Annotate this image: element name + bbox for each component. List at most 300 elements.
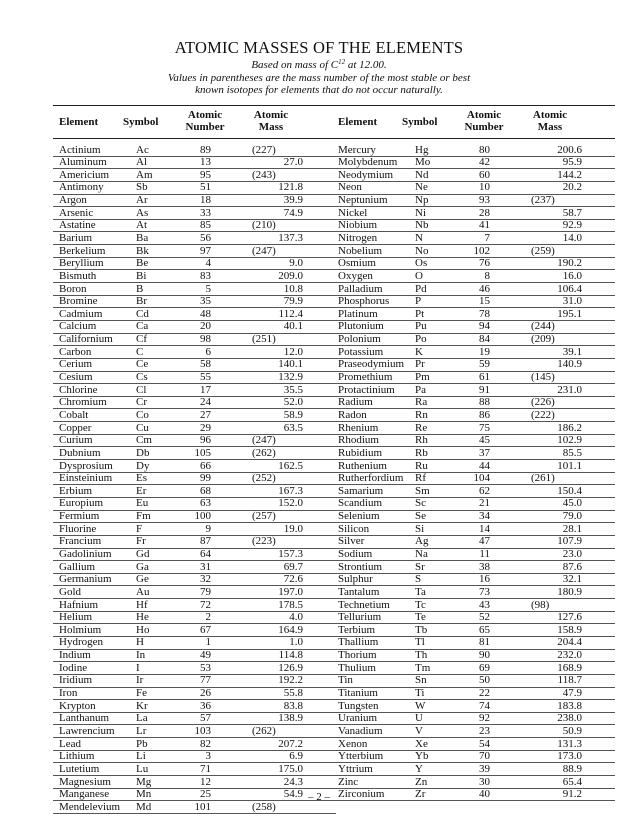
- table-row: [332, 169, 615, 182]
- atomic-mass: (258): [252, 800, 276, 813]
- header-atomic-mass: [249, 109, 293, 133]
- table-row: [332, 359, 615, 372]
- element-name: Selenium: [338, 510, 380, 523]
- table-row: [332, 422, 615, 435]
- element-symbol: Ho: [136, 623, 150, 636]
- atomic-number: 87: [200, 535, 211, 548]
- element-symbol: Eu: [136, 497, 149, 510]
- element-name: Xenon: [338, 737, 368, 750]
- atomic-number: 4: [205, 257, 211, 270]
- atomic-mass: 232.0: [557, 649, 582, 662]
- element-symbol: Es: [136, 472, 147, 485]
- atomic-mass: (227): [252, 143, 276, 156]
- atomic-number: 44: [479, 459, 490, 472]
- element-symbol: Tl: [415, 636, 425, 649]
- table-row: [53, 232, 336, 245]
- table-row: [53, 713, 336, 726]
- atomic-number: 92: [479, 712, 490, 725]
- element-name: Samarium: [338, 484, 384, 497]
- atomic-mass: 24.3: [283, 775, 303, 788]
- atomic-number: 88: [479, 396, 490, 409]
- element-name: Silicon: [338, 522, 370, 535]
- atomic-mass: 28.1: [562, 522, 582, 535]
- element-symbol: Zr: [415, 788, 426, 801]
- atomic-number: 28: [479, 206, 490, 219]
- atomic-mass: 152.0: [278, 497, 303, 510]
- header-atomic-mass-line2: Mass: [258, 121, 284, 133]
- atomic-mass: 150.4: [557, 484, 582, 497]
- atomic-number: 49: [200, 649, 211, 662]
- atomic-mass: 20.2: [562, 181, 582, 194]
- table-row: [53, 359, 336, 372]
- atomic-mass: (257): [252, 510, 276, 523]
- header-atomic-number-line2: Number: [185, 121, 225, 133]
- table-row: [332, 738, 615, 751]
- element-name: Plutonium: [338, 320, 384, 333]
- element-name: Zinc: [338, 775, 359, 788]
- atomic-number: 46: [479, 282, 490, 295]
- atomic-number: 30: [479, 775, 490, 788]
- table-row: [53, 258, 336, 271]
- atomic-number: 37: [479, 446, 490, 459]
- element-name: Gallium: [59, 560, 96, 573]
- element-symbol: Cu: [136, 421, 149, 434]
- table-row: [53, 624, 336, 637]
- element-symbol: B: [136, 282, 144, 295]
- element-symbol: Ir: [136, 674, 144, 687]
- atomic-number: 102: [473, 244, 490, 257]
- atomic-number: 93: [479, 194, 490, 207]
- atomic-mass: 114.8: [278, 649, 303, 662]
- atomic-number: 61: [479, 371, 490, 384]
- element-name: Potassium: [338, 345, 384, 358]
- table-row: [332, 195, 615, 208]
- table-row: [332, 270, 615, 283]
- atomic-number: 75: [479, 421, 490, 434]
- element-symbol: Au: [136, 585, 150, 598]
- element-symbol: Po: [415, 333, 427, 346]
- atomic-number: 15: [479, 295, 490, 308]
- table-row: [332, 498, 615, 511]
- table-row: [332, 612, 615, 625]
- atomic-mass: 144.2: [557, 168, 582, 181]
- table-row: [53, 574, 336, 587]
- atomic-number: 80: [479, 143, 490, 156]
- element-name: Lead: [59, 737, 81, 750]
- element-name: Iron: [59, 687, 78, 700]
- atomic-number: 79: [200, 585, 211, 598]
- atomic-number: 7: [484, 231, 490, 244]
- element-name: Bismuth: [59, 269, 97, 282]
- atomic-mass: 138.9: [278, 712, 303, 725]
- element-symbol: Fe: [136, 687, 147, 700]
- element-symbol: Ga: [136, 560, 149, 573]
- atomic-mass: 40.1: [283, 320, 303, 333]
- table-row: [332, 624, 615, 637]
- element-name: Zirconium: [338, 788, 385, 801]
- element-symbol: K: [415, 345, 423, 358]
- table-row: [332, 372, 615, 385]
- atomic-mass: 158.9: [557, 623, 582, 636]
- atomic-number: 72: [200, 598, 211, 611]
- element-symbol: Ge: [136, 573, 149, 586]
- atomic-number: 104: [473, 472, 490, 485]
- header-atomic-number: [460, 109, 508, 133]
- atomic-number: 91: [479, 383, 490, 396]
- atomic-mass: 52.0: [283, 396, 303, 409]
- atomic-number: 62: [479, 484, 490, 497]
- element-symbol: Ta: [415, 585, 426, 598]
- atomic-mass: 31.0: [562, 295, 582, 308]
- table-body-right: [332, 144, 615, 801]
- atomic-mass: 200.6: [557, 143, 582, 156]
- header-atomic-number: [181, 109, 229, 133]
- atomic-mass: 88.9: [562, 762, 582, 775]
- atomic-mass: 91.2: [562, 788, 582, 801]
- atomic-mass: 50.9: [562, 724, 582, 737]
- element-name: Silver: [338, 535, 365, 548]
- element-table-left: [53, 105, 336, 814]
- element-symbol: Pa: [415, 383, 426, 396]
- atomic-number: 69: [479, 661, 490, 674]
- atomic-number: 57: [200, 712, 211, 725]
- atomic-number: 90: [479, 649, 490, 662]
- atomic-mass: 173.0: [557, 750, 582, 763]
- element-symbol: Br: [136, 295, 147, 308]
- table-row: [332, 776, 615, 789]
- table-row: [332, 397, 615, 410]
- element-symbol: F: [136, 522, 143, 535]
- element-symbol: Pb: [136, 737, 148, 750]
- atomic-number: 66: [200, 459, 211, 472]
- table-row: [332, 334, 615, 347]
- element-symbol: Mn: [136, 788, 152, 801]
- table-row: [332, 220, 615, 233]
- table-row: [53, 586, 336, 599]
- element-name: Chromium: [59, 396, 107, 409]
- atomic-number: 18: [200, 194, 211, 207]
- element-name: Cobalt: [59, 408, 89, 421]
- atomic-number: 84: [479, 333, 490, 346]
- atomic-number: 89: [200, 143, 211, 156]
- element-name: Mendelevium: [59, 800, 121, 813]
- atomic-number: 22: [479, 687, 490, 700]
- element-symbol: H: [136, 636, 144, 649]
- element-name: Uranium: [338, 712, 378, 725]
- element-name: Lutetium: [59, 762, 100, 775]
- element-name: Holmium: [59, 623, 102, 636]
- element-name: Scandium: [338, 497, 382, 510]
- element-name: Dubnium: [59, 446, 101, 459]
- table-row: [332, 763, 615, 776]
- element-symbol: Cd: [136, 307, 149, 320]
- element-symbol: La: [136, 712, 148, 725]
- atomic-mass: 175.0: [278, 762, 303, 775]
- table-row: [332, 751, 615, 764]
- table-row: [332, 511, 615, 524]
- element-symbol: Kr: [136, 699, 148, 712]
- element-symbol: Cr: [136, 396, 147, 409]
- element-symbol: Np: [415, 194, 429, 207]
- atomic-mass: 140.1: [278, 358, 303, 371]
- atomic-mass: 92.9: [562, 219, 582, 232]
- atomic-mass: 16.0: [562, 269, 582, 282]
- subtitle-line-1: [0, 59, 638, 71]
- atomic-mass: 207.2: [278, 737, 303, 750]
- element-name: Mercury: [338, 143, 376, 156]
- atomic-number: 11: [479, 548, 490, 560]
- atomic-mass: 168.9: [557, 661, 582, 674]
- atomic-number: 52: [479, 611, 490, 624]
- atomic-number: 85: [200, 219, 211, 232]
- element-name: Neon: [338, 181, 362, 194]
- element-symbol: Pd: [415, 282, 427, 295]
- header-atomic-mass-line1: Atomic: [253, 109, 289, 121]
- element-symbol: Mo: [415, 156, 431, 169]
- atomic-mass: 126.9: [278, 661, 303, 674]
- atomic-number: 42: [479, 156, 490, 169]
- table-row: [53, 549, 336, 562]
- element-name: Nobelium: [338, 244, 382, 257]
- element-name: Thulium: [338, 661, 376, 674]
- atomic-number: 86: [479, 408, 490, 421]
- atomic-mass: 192.2: [278, 674, 303, 687]
- header-atomic-mass: [528, 109, 572, 133]
- table-row: [332, 586, 615, 599]
- element-symbol: As: [136, 206, 149, 219]
- element-symbol: He: [136, 611, 149, 624]
- element-symbol: Ba: [136, 231, 149, 244]
- element-name: Francium: [59, 535, 102, 548]
- atomic-number: 29: [200, 421, 211, 434]
- atomic-number: 51: [200, 181, 211, 194]
- element-name: Californium: [59, 333, 113, 346]
- element-name: Dysprosium: [59, 459, 113, 472]
- atomic-mass: (237): [531, 194, 555, 207]
- table-row: [53, 296, 336, 309]
- element-symbol: No: [415, 244, 429, 257]
- atomic-mass: 157.3: [278, 548, 303, 560]
- atomic-mass: 95.9: [562, 156, 582, 169]
- element-name: Vanadium: [338, 724, 383, 737]
- atomic-number: 54: [479, 737, 490, 750]
- element-symbol: Md: [136, 800, 152, 813]
- element-symbol: Ti: [415, 687, 425, 700]
- element-name: Hafnium: [59, 598, 99, 611]
- table-row: [53, 498, 336, 511]
- element-name: Terbium: [338, 623, 376, 636]
- atomic-mass: (209): [531, 333, 555, 346]
- element-symbol: Tb: [415, 623, 428, 636]
- table-row: [332, 258, 615, 271]
- table-row: [332, 182, 615, 195]
- table-row: [332, 232, 615, 245]
- subtitle-line-2: Values in parentheses are the mass number of the most stable or best: [167, 71, 471, 84]
- atomic-mass: 190.2: [557, 257, 582, 270]
- element-name: Niobium: [338, 219, 378, 232]
- atomic-mass: (223): [252, 535, 276, 548]
- element-name: Boron: [59, 282, 87, 295]
- element-name: Rubidium: [338, 446, 383, 459]
- element-symbol: Dy: [136, 459, 150, 472]
- table-row: [53, 422, 336, 435]
- table-row: [332, 447, 615, 460]
- atomic-number: 8: [484, 269, 490, 282]
- atomic-number: 17: [200, 383, 211, 396]
- table-row: [332, 485, 615, 498]
- element-symbol: Lr: [136, 724, 147, 737]
- table-row: [332, 207, 615, 220]
- element-symbol: Pr: [415, 358, 425, 371]
- element-symbol: Yb: [415, 750, 429, 763]
- atomic-mass: 35.5: [283, 383, 303, 396]
- element-name: Lawrencium: [59, 724, 115, 737]
- atomic-mass: 186.2: [557, 421, 582, 434]
- table-row: [53, 372, 336, 385]
- element-symbol: Fr: [136, 535, 146, 548]
- atomic-number: 97: [200, 244, 211, 257]
- element-symbol: Be: [136, 257, 149, 270]
- element-name: Copper: [59, 421, 92, 434]
- atomic-number: 27: [200, 408, 211, 421]
- table-row: [53, 536, 336, 549]
- header-element: Element: [59, 116, 99, 128]
- element-name: Radium: [338, 396, 373, 409]
- atomic-mass: 55.8: [283, 687, 303, 700]
- atomic-number: 45: [479, 434, 490, 447]
- atomic-number: 50: [479, 674, 490, 687]
- element-symbol: Re: [415, 421, 428, 434]
- element-symbol: Sn: [415, 674, 427, 687]
- element-name: Palladium: [338, 282, 383, 295]
- atomic-mass: 12.0: [283, 345, 303, 358]
- element-symbol: U: [415, 712, 423, 725]
- header-atomic-number-line1: Atomic: [466, 109, 502, 121]
- table-row: [53, 435, 336, 448]
- element-name: Barium: [59, 231, 92, 244]
- element-symbol: Rf: [415, 472, 426, 485]
- atomic-number: 78: [479, 307, 490, 320]
- table-row: [53, 612, 336, 625]
- table-row: [53, 283, 336, 296]
- element-name: Argon: [59, 194, 87, 207]
- element-name: Bromine: [59, 295, 98, 308]
- element-symbol: Pt: [415, 307, 425, 320]
- atomic-mass: 197.0: [278, 585, 303, 598]
- element-name: Calcium: [59, 320, 97, 333]
- table-row: [53, 688, 336, 701]
- atomic-mass: 195.1: [557, 307, 582, 320]
- element-name: Ytterbium: [338, 750, 384, 763]
- element-symbol: Ac: [136, 143, 149, 156]
- atomic-number: 41: [479, 219, 490, 232]
- element-name: Astatine: [59, 219, 96, 232]
- atomic-mass: (244): [531, 320, 555, 333]
- table-row: [53, 144, 336, 157]
- table-row: [53, 738, 336, 751]
- atomic-number: 16: [479, 573, 490, 586]
- table-row: [332, 409, 615, 422]
- atomic-mass: 87.6: [562, 560, 582, 573]
- element-name: Curium: [59, 434, 93, 447]
- atomic-mass: 106.4: [557, 282, 582, 295]
- element-symbol: Tm: [415, 661, 431, 674]
- table-row: [53, 334, 336, 347]
- element-symbol: I: [136, 661, 140, 674]
- atomic-mass: 32.1: [562, 573, 582, 586]
- atomic-mass: 121.8: [278, 181, 303, 194]
- atomic-number: 2: [205, 611, 211, 624]
- atomic-mass: 54.9: [283, 788, 303, 801]
- element-symbol: Rh: [415, 434, 428, 447]
- atomic-number: 13: [200, 156, 211, 169]
- atomic-number: 73: [479, 585, 490, 598]
- table-row: [332, 549, 615, 562]
- element-name: Gadolinium: [59, 548, 112, 560]
- atomic-mass: 79.0: [562, 510, 582, 523]
- atomic-number: 24: [200, 396, 211, 409]
- atomic-mass: (259): [531, 244, 555, 257]
- atomic-mass: 180.9: [557, 585, 582, 598]
- element-name: Actinium: [59, 143, 101, 156]
- atomic-mass: (252): [252, 472, 276, 485]
- element-symbol: Ag: [415, 535, 429, 548]
- element-name: Tin: [338, 674, 353, 687]
- element-name: Titanium: [338, 687, 378, 700]
- element-symbol: Mg: [136, 775, 152, 788]
- atomic-mass: 19.0: [283, 522, 303, 535]
- table-row: [53, 599, 336, 612]
- table-row: [53, 473, 336, 486]
- element-name: Europium: [59, 497, 103, 510]
- element-name: Thorium: [338, 649, 377, 662]
- atomic-number: 77: [200, 674, 211, 687]
- atomic-number: 9: [205, 522, 211, 535]
- table-row: [332, 650, 615, 663]
- atomic-mass: 183.8: [557, 699, 582, 712]
- atomic-mass: 101.1: [557, 459, 582, 472]
- element-name: Magnesium: [59, 775, 111, 788]
- table-row: [53, 700, 336, 713]
- atomic-mass: 107.9: [557, 535, 582, 548]
- element-symbol: Ca: [136, 320, 149, 333]
- element-name: Carbon: [59, 345, 92, 358]
- table-row: [332, 157, 615, 170]
- element-symbol: Al: [136, 156, 147, 169]
- element-symbol: Ra: [415, 396, 428, 409]
- table-row: [53, 725, 336, 738]
- atomic-mass: 9.0: [289, 257, 303, 270]
- atomic-number: 67: [200, 623, 211, 636]
- table-row: [53, 346, 336, 359]
- table-row: [53, 523, 336, 536]
- element-name: Molybdenum: [338, 156, 398, 169]
- element-symbol: Te: [415, 611, 426, 624]
- atomic-number: 6: [205, 345, 211, 358]
- element-symbol: O: [415, 269, 423, 282]
- subtitle-line-1-text: Based on mass of C: [251, 59, 339, 71]
- table-row: [332, 308, 615, 321]
- element-name: Krypton: [59, 699, 96, 712]
- element-symbol: Rn: [415, 408, 428, 421]
- atomic-mass: 27.0: [283, 156, 303, 169]
- table-row: [332, 245, 615, 258]
- atomic-mass: 72.6: [283, 573, 303, 586]
- element-name: Americium: [59, 168, 110, 181]
- element-name: Manganese: [59, 788, 110, 801]
- element-name: Indium: [59, 649, 91, 662]
- element-name: Rutherfordium: [338, 472, 404, 485]
